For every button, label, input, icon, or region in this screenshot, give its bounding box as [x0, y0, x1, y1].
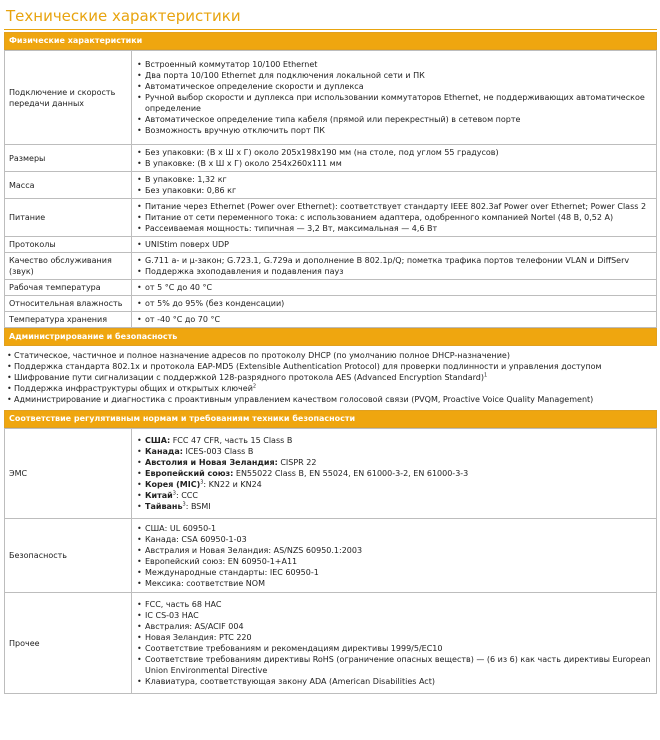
- list-item: [6, 383, 655, 394]
- spec-label: ЭМС: [5, 429, 132, 519]
- spec-label: Масса: [5, 172, 132, 199]
- footnote-mark: 3: [200, 479, 204, 486]
- list-item: • Европейский союз: EN 60950-1+A11: [136, 556, 653, 567]
- list-item: • Без упаковки: (В х Ш х Г) около 205x198x190 мм (на столе, под углом 55 градусов): [136, 147, 653, 158]
- admin-text: Администрирование и диагностика с проактивным управлением качеством голосовой связи (PVQM, Proactive Voice Quality Management): [14, 395, 594, 404]
- list-item: • Международные стандарты: IEC 60950-1: [136, 567, 653, 578]
- footnote-mark: 1: [484, 372, 488, 379]
- spec-label: Безопасность: [5, 519, 132, 593]
- list-item: [136, 435, 653, 446]
- list-item: • Соответствие требованиям директивы RoHS (ограничение опасных веществ) — (6 из 6) как часть директивы European Union Environmental Directive: [136, 654, 653, 676]
- list-item: • В упаковке: (В х Ш х Г) около 254x260x111 мм: [136, 158, 653, 169]
- list-item: • Два порта 10/100 Ethernet для подключения локальной сети и ПК: [136, 70, 653, 81]
- spec-value: [132, 253, 657, 280]
- standard-text: : CCC: [175, 491, 198, 500]
- list-item: [136, 501, 653, 512]
- spec-value: [132, 237, 657, 253]
- spec-list: [136, 523, 653, 589]
- spec-row: [5, 296, 657, 312]
- standard-text: EN55022 Class B, EN 55024, EN 61000-3-2, EN 61000-3-3: [233, 469, 469, 478]
- spec-row: [5, 429, 657, 519]
- spec-label: Питание: [5, 199, 132, 237]
- spec-value: [132, 429, 657, 519]
- list-item: [136, 479, 653, 490]
- spec-list: [136, 314, 653, 325]
- spec-list: [136, 435, 653, 512]
- spec-label: Размеры: [5, 145, 132, 172]
- list-item: • Австралия и Новая Зеландия: AS/NZS 60950.1:2003: [136, 545, 653, 556]
- standard-text: CISPR 22: [277, 458, 317, 467]
- list-item: • Питание от сети переменного тока: с использованием адаптера, одобренного компанией Nortel (48 В, 0,52 А): [136, 212, 653, 223]
- spec-value: [132, 172, 657, 199]
- list-item: • FCC, часть 68 HAC: [136, 599, 653, 610]
- list-item: • Автоматическое определение скорости и дуплекса: [136, 81, 653, 92]
- compliance-table: [4, 428, 657, 694]
- spec-label: Подключение и скорость передачи данных: [5, 51, 132, 145]
- list-item: • от -40 °C до 70 °C: [136, 314, 653, 325]
- list-item: • Мексика: соответствие NOM: [136, 578, 653, 589]
- section-header-admin: Администрирование и безопасность: [4, 328, 657, 346]
- spec-list: [136, 201, 653, 234]
- spec-value: [132, 519, 657, 593]
- spec-value: [132, 280, 657, 296]
- region-name: Китай: [145, 491, 173, 500]
- spec-list: [136, 298, 653, 309]
- page-title: Технические характеристики: [4, 5, 657, 30]
- spec-row: [5, 172, 657, 199]
- spec-list: [136, 599, 653, 687]
- list-item: [6, 350, 655, 361]
- list-item: • Клавиатура, соответствующая закону ADA (American Disabilities Act): [136, 676, 653, 687]
- list-item: • Рассеиваемая мощность: типичная — 3,2 Вт, максимальная — 4,6 Вт: [136, 223, 653, 234]
- list-item: [6, 372, 655, 383]
- list-item: • Возможность вручную отключить порт ПК: [136, 125, 653, 136]
- list-item: • Австралия: AS/ACIF 004: [136, 621, 653, 632]
- region-name: США:: [145, 436, 171, 445]
- list-item: [136, 468, 653, 479]
- list-item: [6, 361, 655, 372]
- region-name: Тайвань: [145, 502, 183, 511]
- spec-row: [5, 199, 657, 237]
- list-item: • Поддержка эхоподавления и подавления пауз: [136, 266, 653, 277]
- spec-row: [5, 253, 657, 280]
- admin-text: Шифрование пути сигнализации с поддержкой 128-разрядного протокола AES (Advanced Encryption Standard): [14, 373, 484, 382]
- spec-label: Относительная влажность: [5, 296, 132, 312]
- spec-value: [132, 312, 657, 328]
- footnote-mark: 3: [182, 501, 186, 508]
- spec-row: [5, 280, 657, 296]
- list-item: • Без упаковки: 0,86 кг: [136, 185, 653, 196]
- list-item: • Новая Зеландия: PTC 220: [136, 632, 653, 643]
- spec-row: [5, 51, 657, 145]
- spec-row: [5, 312, 657, 328]
- spec-row: [5, 519, 657, 593]
- spec-value: [132, 593, 657, 694]
- admin-list: [4, 346, 657, 410]
- list-item: • Встроенный коммутатор 10/100 Ethernet: [136, 59, 653, 70]
- standard-text: FCC 47 CFR, часть 15 Class B: [170, 436, 293, 445]
- spec-value: [132, 145, 657, 172]
- spec-label: Протоколы: [5, 237, 132, 253]
- admin-text: Поддержка стандарта 802.1x и протокола EAP-MD5 (Extensible Authentication Protocol) для проверки подлинности и управления доступом: [14, 362, 602, 371]
- standard-text: ICES-003 Class B: [182, 447, 254, 456]
- list-item: [6, 394, 655, 405]
- spec-row: [5, 145, 657, 172]
- list-item: • UNIStim поверх UDP: [136, 239, 653, 250]
- region-name: Австолия и Новая Зеландия:: [145, 458, 278, 467]
- list-item: • Ручной выбор скорости и дуплекса при использовании коммутаторов Ethernet, не поддерживающих автоматическое определение: [136, 92, 653, 114]
- spec-value: [132, 51, 657, 145]
- footnote-mark: 3: [172, 490, 176, 497]
- spec-list: [136, 239, 653, 250]
- spec-label: Рабочая температура: [5, 280, 132, 296]
- spec-list: [136, 59, 653, 136]
- list-item: • Канада: CSA 60950-1-03: [136, 534, 653, 545]
- list-item: • В упаковке: 1,32 кг: [136, 174, 653, 185]
- list-item: • Соответствие требованиям и рекомендациям директивы 1999/5/EC10: [136, 643, 653, 654]
- spec-list: [136, 147, 653, 169]
- section-header-physical: Физические характеристики: [4, 32, 657, 50]
- list-item: [136, 490, 653, 501]
- list-item: • США: UL 60950-1: [136, 523, 653, 534]
- list-item: • от 5% до 95% (без конденсации): [136, 298, 653, 309]
- spec-label: Температура хранения: [5, 312, 132, 328]
- standard-text: : BSMI: [185, 502, 211, 511]
- spec-row: [5, 593, 657, 694]
- list-item: [136, 457, 653, 468]
- section-header-compliance: Соответствие регулятивным нормам и требованиям техники безопасности: [4, 410, 657, 428]
- list-item: • Автоматическое определение типа кабеля (прямой или перекрестный) в сетевом порте: [136, 114, 653, 125]
- spec-list: [136, 255, 653, 277]
- list-item: • G.711 a- и µ-закон; G.723.1, G.729a и дополнение B 802.1p/Q; пометка трафика портов телефонии VLAN и DiffServ: [136, 255, 653, 266]
- spec-label: Прочее: [5, 593, 132, 694]
- spec-list: [136, 174, 653, 196]
- spec-list: [136, 282, 653, 293]
- admin-text: Статическое, частичное и полное назначение адресов по протоколу DHCP (по умолчанию полное DHCP-назначение): [14, 351, 510, 360]
- region-name: Европейский союз:: [145, 469, 234, 478]
- spec-value: [132, 296, 657, 312]
- region-name: Канада:: [145, 447, 183, 456]
- spec-value: [132, 199, 657, 237]
- list-item: • Питание через Ethernet (Power over Ethernet): соответствует стандарту IEEE 802.3af Power over Ethernet; Power Class 2: [136, 201, 653, 212]
- admin-text: Поддержка инфраструктуры общих и открытых ключей: [14, 384, 253, 393]
- list-item: • IC CS-03 HAC: [136, 610, 653, 621]
- spec-row: [5, 237, 657, 253]
- physical-specs-table: [4, 50, 657, 328]
- standard-text: : KN22 и KN24: [203, 480, 262, 489]
- region-name: Корея (MIC): [145, 480, 201, 489]
- list-item: [136, 446, 653, 457]
- spec-label: Качество обслуживания (звук): [5, 253, 132, 280]
- footnote-mark: 2: [252, 383, 257, 390]
- list-item: • от 5 °C до 40 °C: [136, 282, 653, 293]
